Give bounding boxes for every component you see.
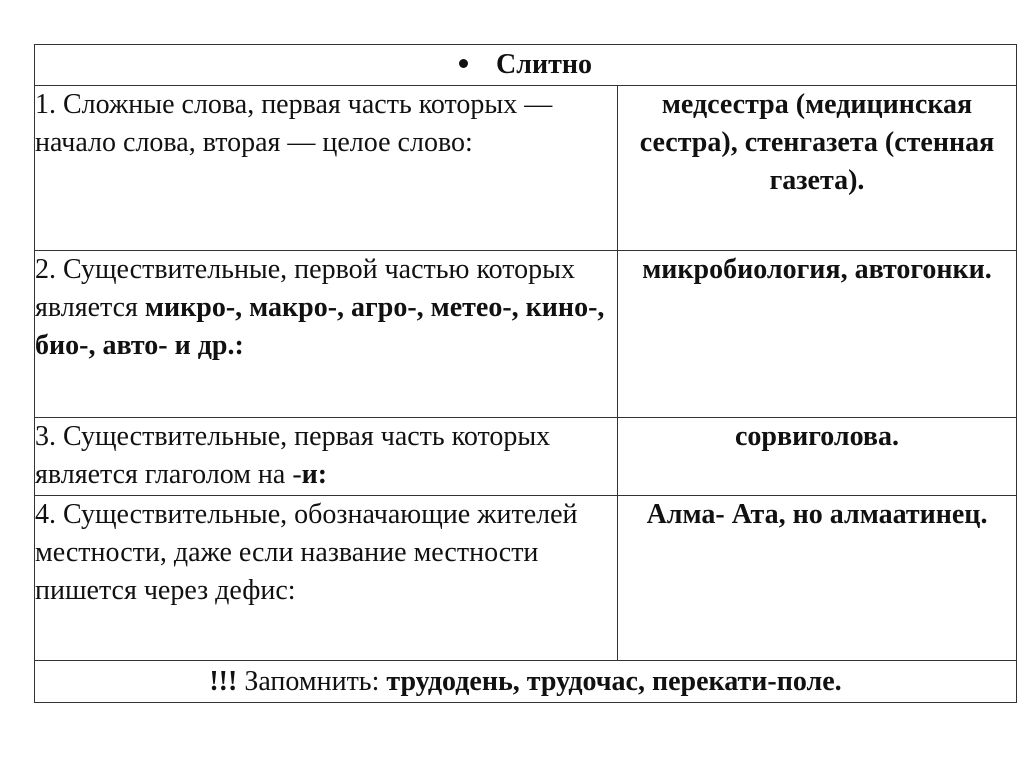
table-title: Слитно [496,49,592,80]
rule-cell [35,418,618,496]
table-row [35,418,1017,496]
example-cell [618,86,1017,251]
rule-cell [35,251,618,418]
example-text: медсестра (медицинская сестра), стенгазета (стенная газета). [639,89,995,196]
header-row [35,45,1017,86]
bullet-icon [459,59,468,68]
table-row [35,86,1017,251]
rule-cell [35,86,618,251]
table-row [35,251,1017,418]
rule-cell [35,496,618,661]
example-text: микробиология, автогонки. [642,254,992,285]
spelling-rules-table [34,44,1017,703]
rule-text: 2. Существительные, первой частью которых является [35,254,575,323]
rule-suffix: и: [301,459,328,490]
rule-prefixes: микро-, макро-, агро-, метео-, кино-, био-, авто- и др.: [35,292,605,361]
footer-marker: !!! [209,665,238,697]
footer-label: Запомнить: [237,665,387,697]
example-text: Алма- Ата, но алмаатинец. [646,499,988,530]
footer-words: трудодень, трудочас, перекати-поле. [386,665,842,697]
example-cell [618,496,1017,661]
example-text: сорвиголова. [734,421,900,452]
rule-text: 3. Существительные, первая часть которых является глаголом на - [35,421,551,490]
rule-text: 4. Существительные, обозначающие жителей местности, даже если название местности пишется через дефис: [35,499,578,606]
header-cell [35,45,1017,86]
table-row [35,496,1017,661]
footer-row [35,661,1017,703]
footer-cell [35,661,1017,703]
example-cell [618,418,1017,496]
rule-text: 1. Сложные слова, первая часть которых — начало слова, вторая — целое слово: [35,89,553,158]
example-cell [618,251,1017,418]
